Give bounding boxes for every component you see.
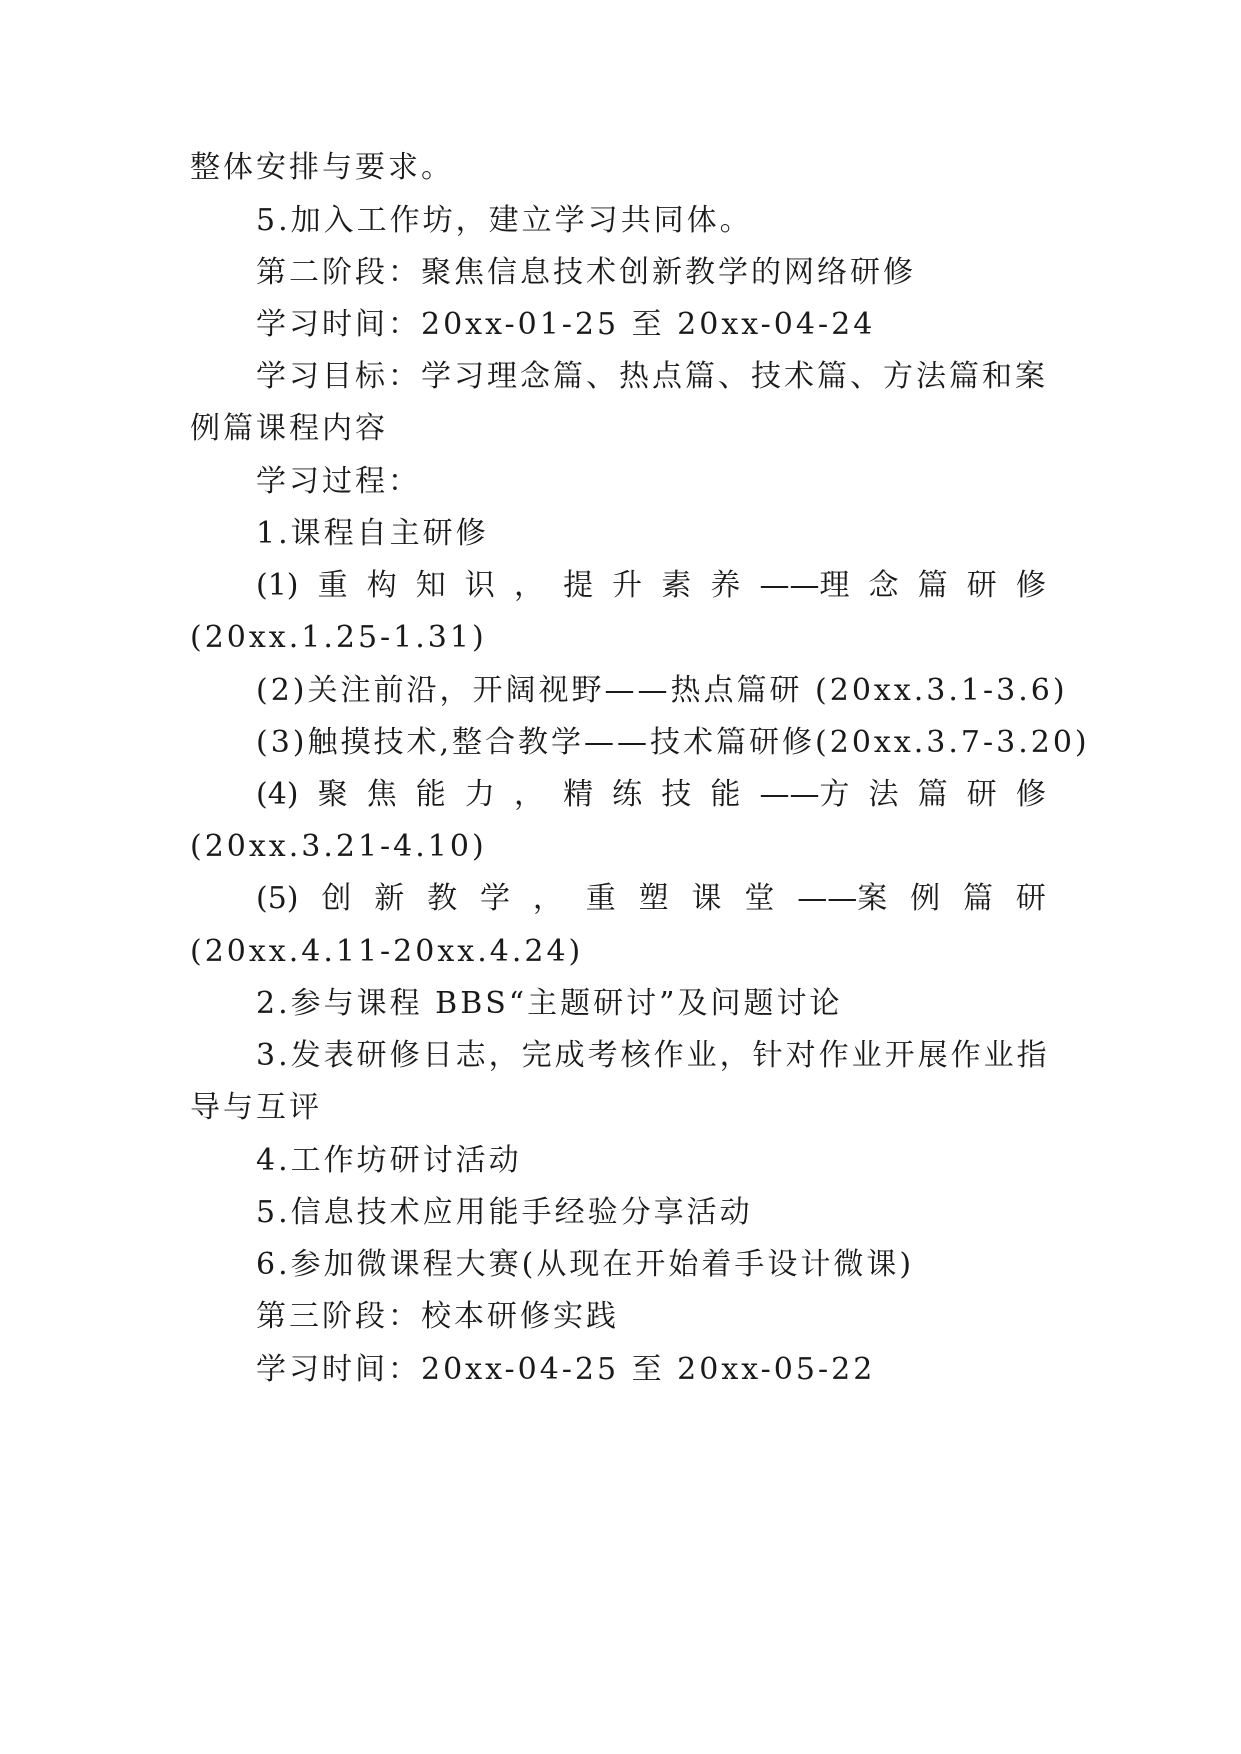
justified-segment: 法 [868,777,899,812]
section-heading: 第二阶段：聚焦信息技术创新教学的网络研修 [256,255,916,290]
justified-segment: 课 [691,881,722,916]
text-line: 5.加入工作坊，建立学习共同体。 [256,203,753,238]
justified-segment: 念 [868,568,899,603]
justified-segment: ——理 [759,568,850,603]
justified-line [256,775,1046,815]
justified-segment: 重 [585,881,616,916]
justified-segment: 养 [710,568,741,603]
justified-segment: 能 [415,777,446,812]
justified-segment: 能 [710,777,741,812]
text-line: (2)关注前沿，开阔视野——热点篇研 (20xx.3.1-3.6) [256,673,1068,708]
justified-segment: ， [513,777,544,812]
text-line: (3)触摸技术,整合教学——技术篇研修(20xx.3.7-3.20) [256,725,1090,760]
justified-segment: 研 [966,777,997,812]
justified-segment: (1) [256,568,299,603]
justified-segment: 技 [661,777,692,812]
section-heading: 第三阶段：校本研修实践 [256,1299,619,1334]
text-line: 4.工作坊研讨活动 [256,1143,522,1178]
justified-segment: ——案 [797,881,888,916]
text-line: 学习时间：20xx-04-25 至 20xx-05-22 [256,1352,876,1387]
justified-segment: ， [532,881,563,916]
justified-segment: 新 [374,881,405,916]
justified-segment: 堂 [744,881,775,916]
justified-segment: ， [513,568,544,603]
justified-line [256,566,1046,606]
justified-segment: ——方 [759,777,850,812]
justified-segment: 修 [1015,568,1046,603]
text-line: 例篇课程内容 [190,411,388,446]
justified-segment: (5) [256,881,299,916]
justified-segment: 精 [563,777,594,812]
justified-segment: 研 [1015,881,1046,916]
justified-segment: 升 [612,568,643,603]
justified-segment: 例 [910,881,941,916]
justified-segment: 力 [464,777,495,812]
text-line: 学习过程： [256,464,421,499]
justified-segment: 修 [1015,777,1046,812]
justified-segment: 篇 [917,568,948,603]
justified-line [256,879,1046,919]
text-line: 6.参加微课程大赛(从现在开始着手设计微课) [256,1247,915,1282]
justified-segment: 聚 [317,777,348,812]
text-line: 导与互评 [190,1090,322,1125]
justified-segment: 重 [317,568,348,603]
justified-segment: 创 [321,881,352,916]
justified-segment: 构 [366,568,397,603]
text-line: (20xx.4.11-20xx.4.24) [190,934,584,969]
text-line: 学习时间：20xx-01-25 至 20xx-04-24 [256,307,876,342]
text-line: 1.课程自主研修 [256,516,489,551]
text-line: (20xx.1.25-1.31) [190,620,487,655]
justified-segment: 教 [427,881,458,916]
text-line: 3.发表研修日志，完成考核作业，针对作业开展作业指 [256,1038,1050,1073]
justified-segment: (4) [256,777,299,812]
justified-segment: 提 [563,568,594,603]
justified-segment: 知 [415,568,446,603]
text-line: 5.信息技术应用能手经验分享活动 [256,1195,753,1230]
justified-segment: 学 [480,881,510,916]
justified-segment: 素 [661,568,692,603]
text-line: 学习目标：学习理念篇、热点篇、技术篇、方法篇和案 [256,359,1048,394]
justified-segment: 识 [464,568,495,603]
justified-segment: 篇 [917,777,948,812]
justified-segment: 研 [966,568,997,603]
justified-segment: 练 [612,777,643,812]
justified-segment: 篇 [963,881,993,916]
text-line: (20xx.3.21-4.10) [190,829,487,864]
justified-segment: 焦 [366,777,397,812]
justified-segment: 塑 [638,881,669,916]
text-line: 2.参与课程 BBS“主题研讨”及问题讨论 [256,986,843,1021]
text-line: 整体安排与要求。 [190,150,454,185]
